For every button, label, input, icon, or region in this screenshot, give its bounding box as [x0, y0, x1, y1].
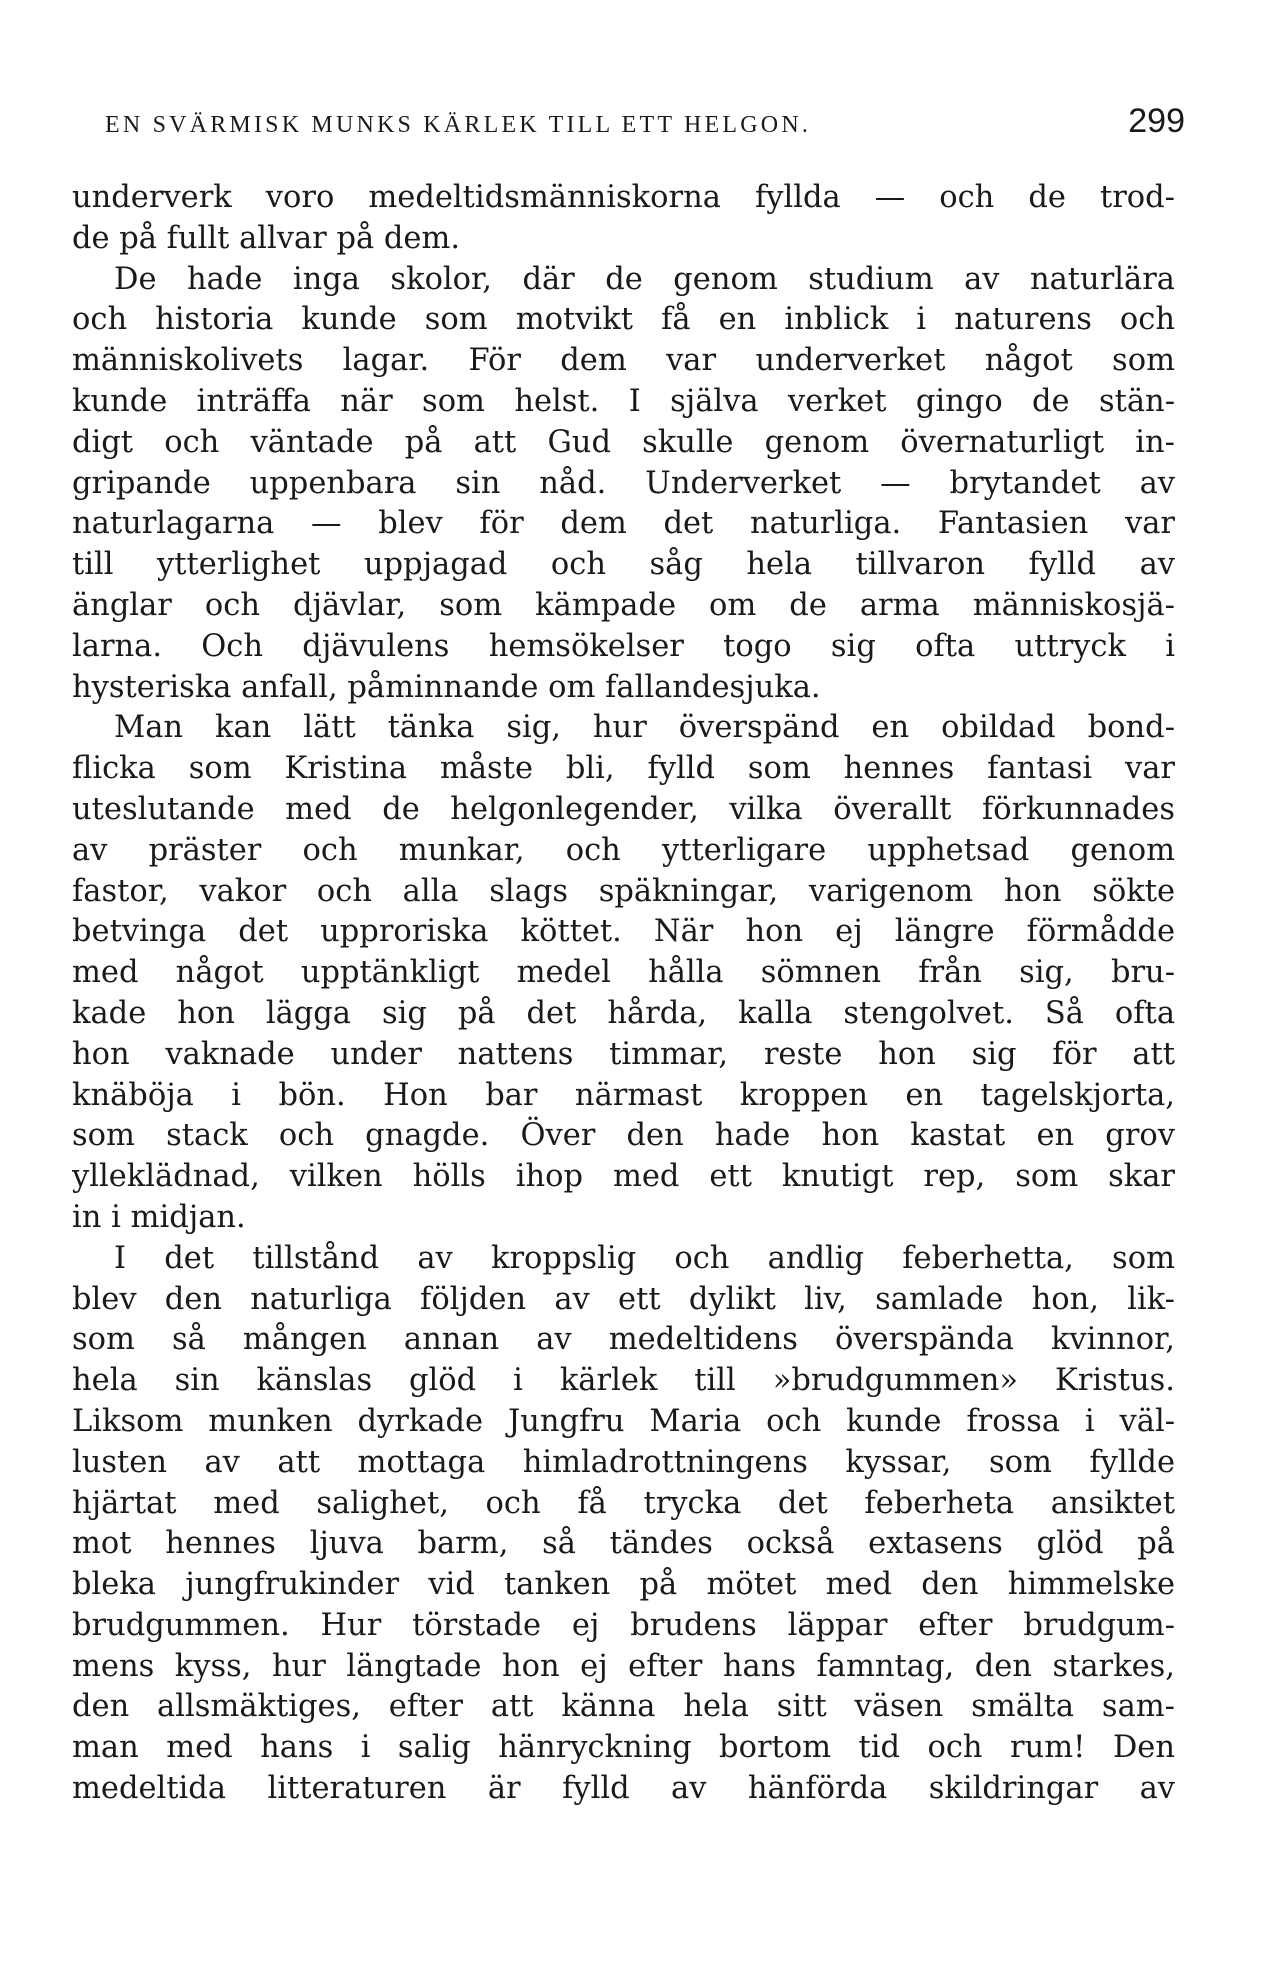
text-line: hela sin känslas glöd i kärlek till »brudgummen» Kristus. [72, 1363, 1175, 1399]
text-line: Liksom munken dyrkade Jungfru Maria och kunde frossa i väl- [72, 1403, 1175, 1439]
text-line: med något upptänkligt medel hålla sömnen från sig, bru- [72, 955, 1175, 991]
text-line: knäböja i bön. Hon bar närmast kroppen en tagelskjorta, [72, 1077, 1175, 1113]
text-line: mot hennes ljuva barm, så tändes också extasens glöd på [72, 1526, 1175, 1562]
text-line: flicka som Kristina måste bli, fylld som hennes fantasi var [72, 751, 1175, 787]
running-title: EN SVÄRMISK MUNKS KÄRLEK TILL ETT HELGON. [105, 112, 812, 138]
text-line: de på fullt allvar på dem. [72, 220, 461, 256]
text-line: uteslutande med de helgonlegender, vilka överallt förkunnades [72, 791, 1175, 827]
text-line: människolivets lagar. För dem var underverket något som [72, 343, 1175, 379]
text-line: larna. Och djävulens hemsökelser togo sig ofta uttryck i [72, 628, 1175, 664]
text-line: hysteriska anfall, påminnande om fallandesjuka. [72, 669, 821, 705]
text-line: och historia kunde som motvikt få en inblick i naturens och [72, 302, 1175, 338]
text-line: in i midjan. [72, 1199, 246, 1235]
text-line: bleka jungfrukinder vid tanken på mötet med den himmelske [72, 1567, 1175, 1603]
text-line: som stack och gnagde. Över den hade hon kastat en grov [72, 1118, 1175, 1154]
text-line: De hade inga skolor, där de genom studium av naturlära [114, 261, 1175, 297]
text-line: underverk voro medeltidsmänniskorna fyllda — och de trod- [72, 180, 1175, 215]
text-line: man med hans i salig hänryckning bortom tid och rum! Den [72, 1730, 1175, 1766]
text-line: hon vaknade under nattens timmar, reste hon sig för att [72, 1036, 1175, 1072]
text-line: den allsmäktiges, efter att känna hela sitt väsen smälta sam- [72, 1689, 1175, 1725]
text-line: ylleklädnad, vilken hölls ihop med ett knutigt rep, som skar [72, 1159, 1175, 1195]
text-line: kade hon lägga sig på det hårda, kalla stengolvet. Så ofta [72, 995, 1175, 1031]
text-line: av präster och munkar, och ytterligare upphetsad genom [72, 832, 1175, 868]
text-line: gripande uppenbara sin nåd. Underverket — brytandet av [72, 465, 1175, 501]
text-line: digt och väntade på att Gud skulle genom övernaturligt in- [72, 424, 1175, 460]
text-line: som så mången annan av medeltidens överspända kvinnor, [72, 1322, 1175, 1358]
text-line: hjärtat med salighet, och få trycka det feberheta ansiktet [72, 1485, 1175, 1521]
text-line: naturlagarna — blev för dem det naturliga. Fantasien var [72, 506, 1175, 542]
text-line: blev den naturliga följden av ett dylikt liv, samlade hon, lik- [72, 1281, 1175, 1317]
text-line: fastor, vakor och alla slags späkningar, varigenom hon sökte [72, 873, 1175, 909]
text-line: brudgummen. Hur törstade ej brudens läppar efter brudgum- [72, 1607, 1175, 1643]
text-line: änglar och djävlar, som kämpade om de arma människosjä- [72, 587, 1175, 623]
page-number: 299 [1128, 102, 1185, 140]
text-line: betvinga det upproriska köttet. När hon ej längre förmådde [72, 914, 1175, 950]
text-line: till ytterlighet uppjagad och såg hela tillvaron fylld av [72, 547, 1175, 583]
text-line: kunde inträffa när som helst. I själva verket gingo de stän- [72, 383, 1175, 419]
body-text [72, 178, 1175, 1810]
text-line: I det tillstånd av kroppslig och andlig feberhetta, som [114, 1240, 1175, 1276]
text-line: Man kan lätt tänka sig, hur överspänd en obildad bond- [114, 710, 1175, 746]
running-head [105, 102, 1185, 142]
text-line: mens kyss, hur längtade hon ej efter hans famntag, den starkes, [72, 1648, 1175, 1684]
text-line: medeltida litteraturen är fylld av hänförda skildringar av [72, 1771, 1175, 1807]
text-line: lusten av att mottaga himladrottningens kyssar, som fyllde [72, 1444, 1175, 1480]
